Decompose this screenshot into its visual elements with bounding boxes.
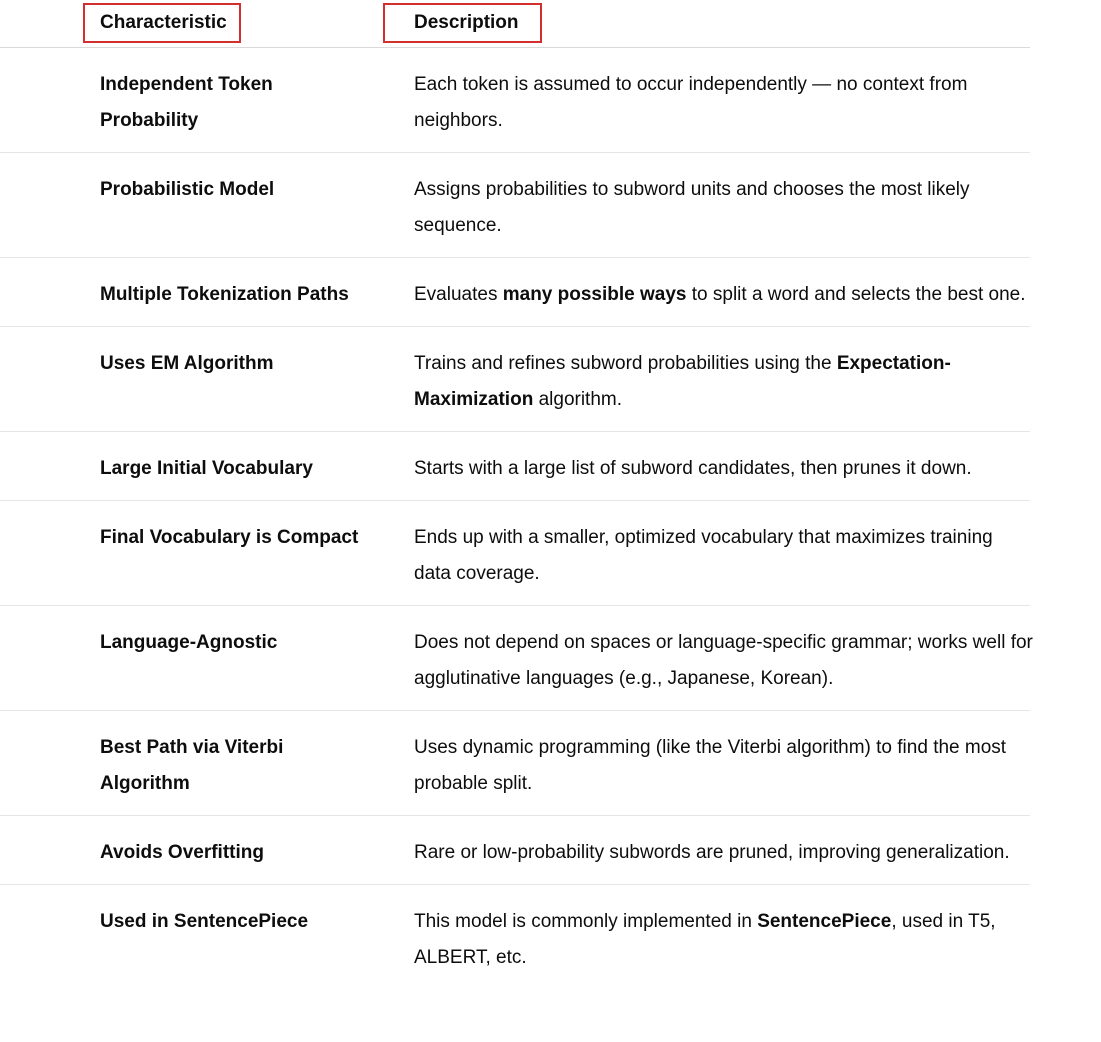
table-row bbox=[0, 501, 1030, 606]
characteristic-cell: Language-Agnostic bbox=[100, 632, 278, 653]
description-emphasis: Expectation-Maximization bbox=[414, 353, 951, 410]
table-row bbox=[0, 432, 1030, 501]
table-body bbox=[0, 48, 1033, 989]
description-text: This model is commonly implemented in bbox=[414, 911, 758, 932]
table-row bbox=[0, 711, 1030, 816]
description-cell bbox=[414, 451, 1034, 500]
characteristic-cell: Multiple Tokenization Paths bbox=[100, 284, 349, 305]
characteristic-cell: Used in SentencePiece bbox=[100, 911, 309, 932]
table-row bbox=[0, 816, 1030, 885]
characteristic-cell: Large Initial Vocabulary bbox=[100, 458, 313, 479]
table-header-row bbox=[0, 0, 1030, 48]
table-row bbox=[0, 153, 1030, 258]
description-text: algorithm. bbox=[533, 389, 623, 410]
description-text: Uses dynamic programming (like the Viterbi algorithm) to find the most probable split. bbox=[414, 737, 1007, 794]
table-row bbox=[0, 327, 1030, 432]
table-row bbox=[0, 606, 1033, 711]
characteristic-cell: Best Path via Viterbi Algorithm bbox=[100, 737, 284, 794]
description-text: Rare or low-probability subwords are pruned, improving generalization. bbox=[414, 842, 1010, 863]
description-cell bbox=[414, 835, 1034, 884]
description-text: Assigns probabilities to subword units and chooses the most likely sequence. bbox=[414, 179, 970, 236]
description-text: Starts with a large list of subword candidates, then prunes it down. bbox=[414, 458, 972, 479]
description-emphasis: many possible ways bbox=[502, 284, 687, 305]
characteristic-cell: Uses EM Algorithm bbox=[100, 353, 274, 374]
description-cell bbox=[414, 904, 1034, 989]
table-row bbox=[0, 258, 1030, 327]
description-text: , used in T5, ALBERT, etc. bbox=[414, 911, 996, 968]
characteristic-cell: Probabilistic Model bbox=[100, 179, 275, 200]
description-text: Evaluates bbox=[414, 284, 503, 305]
description-cell bbox=[414, 346, 1034, 431]
description-text: Ends up with a smaller, optimized vocabulary that maximizes training data coverage. bbox=[414, 527, 993, 584]
description-text: Trains and refines subword probabilities using the bbox=[414, 353, 837, 374]
header-characteristic: Characteristic bbox=[83, 3, 241, 43]
description-text: to split a word and selects the best one. bbox=[686, 284, 1026, 305]
description-cell bbox=[414, 172, 1034, 257]
description-emphasis: SentencePiece bbox=[757, 911, 892, 932]
description-text: Does not depend on spaces or language-specific grammar; works well for agglutinative languages (e.g., Japanese, Korean). bbox=[414, 632, 1033, 689]
description-cell bbox=[414, 730, 1034, 815]
characteristic-cell: Independent Token Probability bbox=[100, 74, 273, 131]
description-cell bbox=[414, 277, 1034, 326]
table-row bbox=[0, 885, 1030, 989]
characteristic-cell: Final Vocabulary is Compact bbox=[100, 527, 359, 548]
description-cell bbox=[414, 625, 1034, 710]
table-row bbox=[0, 48, 1030, 153]
description-cell bbox=[414, 520, 1034, 605]
description-text: Each token is assumed to occur independently — no context from neighbors. bbox=[414, 74, 968, 131]
header-description: Description bbox=[383, 3, 542, 43]
description-cell bbox=[414, 67, 1034, 152]
characteristic-cell: Avoids Overfitting bbox=[100, 842, 264, 863]
